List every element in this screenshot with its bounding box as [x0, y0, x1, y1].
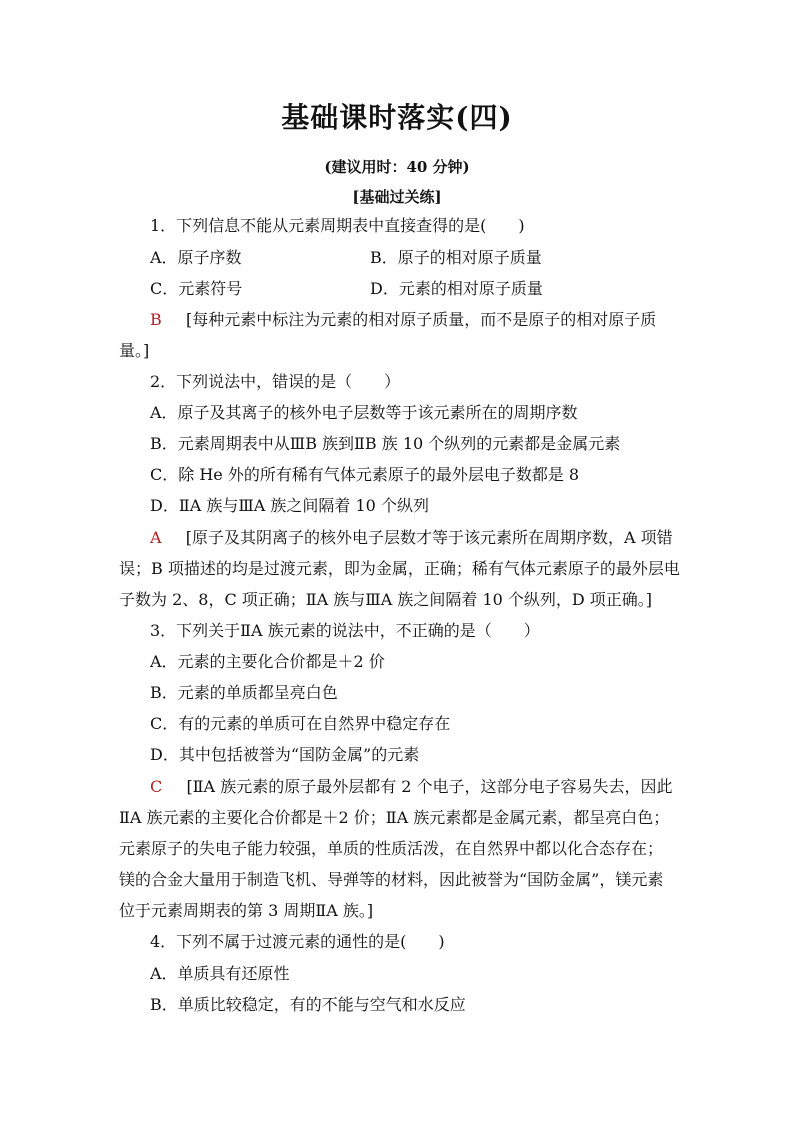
q3-answer-line [150, 777, 673, 797]
section-heading: [基础过关练] [352, 188, 442, 206]
q3-explanation-cont-2: 元素原子的失电子能力较强，单质的性质活泼，在自然界中都以化合态存在； [119, 839, 664, 858]
q2-explanation-cont-2: 子数为 2、8，C 项正确；ⅡA 族与ⅢA 族之间隔着 10 个纵列，D 项正确。] [119, 590, 653, 609]
page-title: 基础课时落实(四) [281, 101, 513, 134]
q1-option-a: A．原子序数 [150, 248, 242, 267]
q4-option-a: A．单质具有还原性 [150, 964, 290, 983]
q2-explanation: [原子及其阴离子的核外电子层数才等于该元素所在周期序数，A 项错 [185, 528, 673, 547]
q2-explanation-cont-1: 误；B 项描述的均是过渡元素，即为金属，正确；稀有气体元素原子的最外层电 [119, 559, 680, 578]
q3-option-d: D．其中包括被誉为“国防金属”的元素 [150, 745, 420, 764]
q2-option-b: B．元素周期表中从ⅢB 族到ⅡB 族 10 个纵列的元素都是金属元素 [150, 434, 621, 453]
q2-answer-line [150, 528, 673, 548]
q1-stem: 1．下列信息不能从元素周期表中直接查得的是( ) [150, 216, 525, 235]
q1-option-d: D．元素的相对原子质量 [370, 279, 543, 298]
q1-answer: B [150, 310, 162, 329]
q2-option-c: C．除 He 外的所有稀有气体元素原子的最外层电子数都是 8 [150, 465, 580, 484]
q1-explanation-cont: 量。] [119, 341, 150, 360]
q3-answer: C [150, 777, 163, 796]
q1-option-b: B．原子的相对原子质量 [370, 248, 542, 267]
q3-explanation-cont-1: ⅡA 族元素的主要化合价都是＋2 价；ⅡA 族元素都是金属元素，都呈亮白色； [119, 808, 670, 827]
q2-option-a: A．原子及其离子的核外电子层数等于该元素所在的周期序数 [150, 403, 578, 422]
q4-stem: 4．下列不属于过渡元素的通性的是( ) [150, 932, 445, 951]
q3-explanation: [ⅡA 族元素的原子最外层都有 2 个电子，这部分电子容易失去，因此 [186, 777, 673, 796]
q2-option-d: D．ⅡA 族与ⅢA 族之间隔着 10 个纵列 [150, 496, 429, 515]
q3-option-c: C．有的元素的单质可在自然界中稳定存在 [150, 714, 451, 733]
q2-answer: A [150, 528, 162, 547]
q3-option-b: B．元素的单质都呈亮白色 [150, 683, 338, 702]
q1-explanation: [每种元素中标注为元素的相对原子质量，而不是原子的相对原子质 [185, 310, 657, 329]
q3-explanation-cont-3: 镁的合金大量用于制造飞机、导弹等的材料，因此被誉为“国防金属”，镁元素 [119, 870, 664, 889]
q2-stem: 2．下列说法中，错误的是（ ） [150, 372, 401, 391]
q3-option-a: A．元素的主要化合价都是＋2 价 [150, 652, 385, 671]
q4-option-b: B．单质比较稳定，有的不能与空气和水反应 [150, 995, 466, 1014]
q3-explanation-cont-4: 位于元素周期表的第 3 周期ⅡA 族。] [119, 901, 374, 920]
q1-answer-line [150, 310, 656, 330]
suggested-time: (建议用时：40 分钟) [324, 158, 470, 176]
q3-stem: 3．下列关于ⅡA 族元素的说法中，不正确的是（ ） [150, 621, 540, 640]
q1-option-c: C．元素符号 [150, 279, 243, 298]
